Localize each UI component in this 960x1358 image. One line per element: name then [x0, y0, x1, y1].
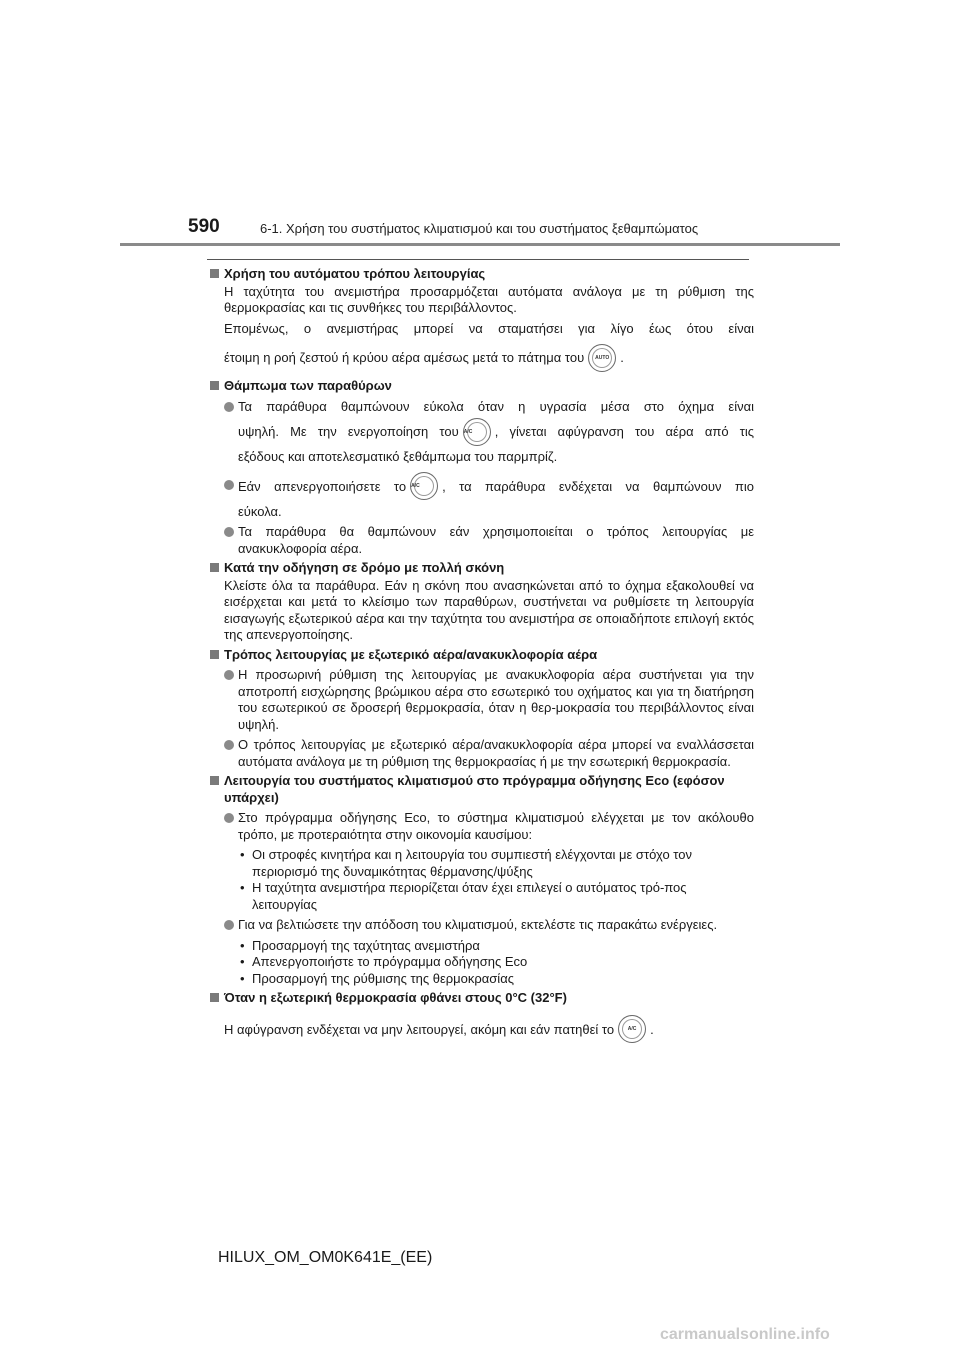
ac-button-icon: A/C	[618, 1015, 646, 1043]
paragraph: Η ταχύτητα του ανεμιστήρα προσαρμόζεται αυτόματα ανάλογα με τη ρύθμιση της θερμοκρασίας και τις συνθήκες του περιβάλλοντος.	[224, 283, 754, 315]
section-dusty-road	[208, 560, 754, 644]
ac-button-icon: A/C	[463, 418, 491, 446]
sub-list-item: • Η ταχύτητα ανεμιστήρα περιορίζεται όταν έχει επιλεγεί ο αυτόματος τρό-πος λειτουργίας	[240, 880, 687, 912]
round-bullet-icon	[224, 670, 234, 680]
auto-button-icon: AUTO	[588, 344, 616, 372]
paragraph: Επομένως, ο ανεμιστήρας μπορεί να σταματήσει για λίγο έως ότου είναι	[224, 320, 754, 336]
section-heading: Λειτουργία του συστήματος κλιματισμού στο πρόγραμμα οδήγησης Eco (εφόσον υπάρχει)	[208, 773, 754, 806]
section-window-fogging	[208, 378, 754, 557]
section-auto-mode	[208, 266, 754, 375]
sub-list-item: • Προσαρμογή της ταχύτητας ανεμιστήρα	[240, 937, 480, 953]
list-item: Η προσωρινή ρύθμιση της λειτουργίας με ανακυκλοφορία αέρα συστήνεται για την αποτροπή εισχώρησης βρώμικου αέρα στο εσωτερικό του οχήματος και για τη διατήρηση του εσωτερικού σε δροσερή θερμοκρασία, όταν η θερ-μοκρασία του περιβάλλοντος είναι υψηλή.	[208, 667, 754, 733]
chapter-title: 6-1. Χρήση του συστήματος κλιματισμού και του συστήματος ξεθαμπώματος	[260, 221, 699, 236]
section-heading: Τρόπος λειτουργίας με εξωτερικό αέρα/ανακυκλοφορία αέρα	[208, 647, 754, 664]
round-bullet-icon	[224, 740, 234, 750]
header-rule	[120, 243, 840, 246]
watermark: carmanualsonline.info	[660, 1326, 830, 1343]
sub-list-item: • Προσαρμογή της ρύθμισης της θερμοκρασίας	[240, 970, 514, 986]
sub-list	[208, 847, 754, 913]
square-bullet-icon	[210, 563, 219, 572]
list-item: Τα παράθυρα θαμπώνουν εύκολα όταν η υγρασία μέσα στο όχημα είναι υψηλή. Με την ενεργοποίηση του A/C , γίνεται αφύγρανση του αέρα από τις εξόδους και αποτελεσματικό ξεθάμπωμα του παρμπρίζ.	[208, 399, 754, 466]
section-heading: Όταν η εξωτερική θερμοκρασία φθάνει στους 0°C (32°F)	[208, 990, 754, 1007]
list-item: Τα παράθυρα θα θαμπώνουν εάν χρησιμοποιείται ο τρόπος λειτουργίας με ανακυκλοφορία αέρα.	[208, 524, 754, 557]
paragraph: Η αφύγρανση ενδέχεται να μην λειτουργεί, ακόμη και εάν πατηθεί το A/C .	[208, 1013, 754, 1047]
ac-button-icon: A/C	[410, 472, 438, 500]
square-bullet-icon	[210, 776, 219, 785]
list-item: Ο τρόπος λειτουργίας με εξωτερικό αέρα/ανακυκλοφορία αέρα μπορεί να εναλλάσσεται αυτόματα ανάλογα με τη ρύθμιση της θερμοκρασίας ή με την εσωτερική θερμοκρασία.	[208, 737, 754, 770]
section-heading: Κατά την οδήγηση σε δρόμο με πολλή σκόνη	[208, 560, 754, 577]
page-number: 590	[188, 216, 220, 237]
paragraph: έτοιμη η ροή ζεστού ή κρύου αέρα αμέσως μετά το πάτημα του AUTO .	[208, 341, 754, 375]
sub-list	[208, 938, 754, 988]
section-heading: Θάμπωμα των παραθύρων	[208, 378, 754, 395]
section-recirculation	[208, 647, 754, 771]
round-bullet-icon	[224, 813, 234, 823]
paragraph: Κλείστε όλα τα παράθυρα. Εάν η σκόνη που ανασηκώνεται από το όχημα εξακολουθεί να εισέρχεται και μετά το κλείσιμο των παραθύρων, συστήνεται να ρυθμίσετε τη λειτουργία εισαγωγής εξωτερικού αέρα και την ταχύτητα του ανεμιστήρα σε οποιαδήποτε επιλογή εκτός της απενεργοποίησης.	[224, 577, 754, 642]
round-bullet-icon	[224, 402, 234, 412]
square-bullet-icon	[210, 269, 219, 278]
manual-id: HILUX_OM_OM0K641E_(EE)	[218, 1249, 433, 1266]
page-content	[208, 266, 754, 1050]
section-heading: Χρήση του αυτόματου τρόπου λειτουργίας	[208, 266, 754, 283]
section-low-temperature	[208, 990, 754, 1047]
list-item: Εάν απενεργοποιήσετε το A/C , τα παράθυρα ενδέχεται να θαμπώνουν πιο εύκολα.	[208, 470, 754, 521]
square-bullet-icon	[210, 650, 219, 659]
sub-list-item: • Οι στροφές κινητήρα και η λειτουργία του συμπιεστή ελέγχονται με στόχο τον περιορισμό της δυναμικότητας θέρμανσης/ψύξης	[240, 847, 692, 879]
round-bullet-icon	[224, 527, 234, 537]
round-bullet-icon	[224, 480, 234, 490]
section-eco-mode	[208, 773, 754, 987]
round-bullet-icon	[224, 920, 234, 930]
list-item: Στο πρόγραμμα οδήγησης Eco, το σύστημα κλιματισμού ελέγχεται με τον ακόλουθο τρόπο, με προτεραιότητα στην οικονομία καυσίμου:	[208, 810, 754, 843]
sub-list-item: • Απενεργοποιήστε το πρόγραμμα οδήγησης Eco	[240, 954, 528, 969]
list-item: Για να βελτιώσετε την απόδοση του κλιματισμού, εκτελέστε τις παρακάτω ενέργειες.	[208, 917, 754, 934]
square-bullet-icon	[210, 381, 219, 390]
section-divider	[207, 259, 749, 260]
square-bullet-icon	[210, 993, 219, 1002]
